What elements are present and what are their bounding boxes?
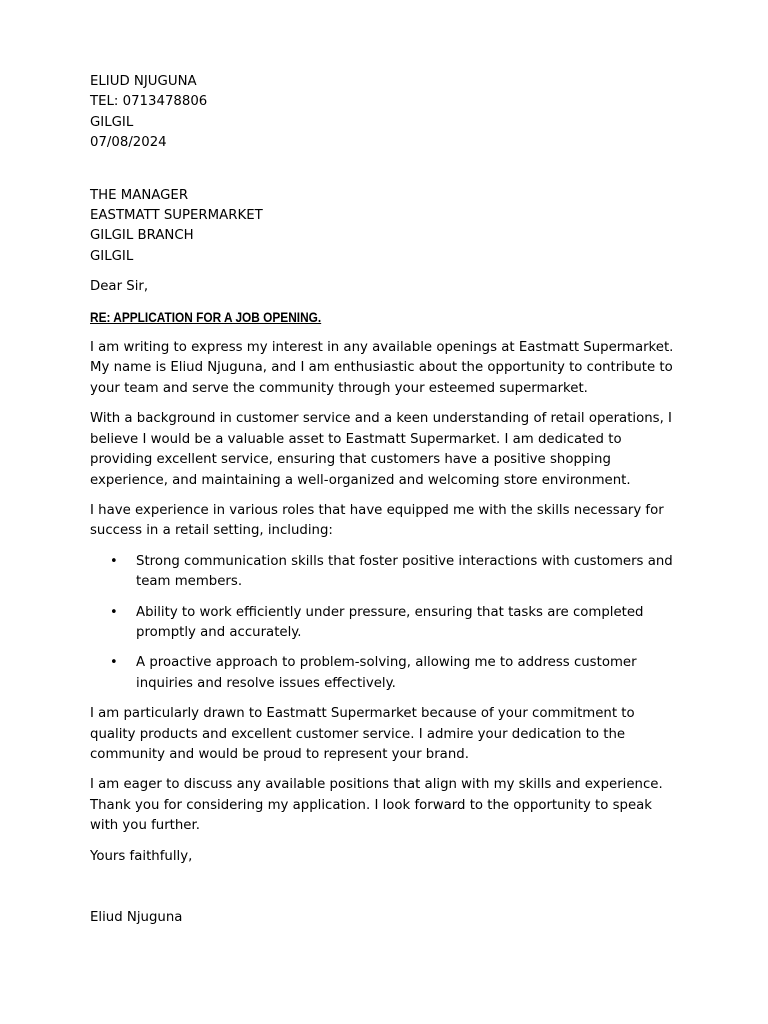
- sender-address: [90, 72, 682, 154]
- list-item: [90, 552, 682, 593]
- list-item-text: A proactive approach to problem-solving, allowing me to address customer inquiries and resolve issues effectively.: [136, 655, 637, 691]
- body-paragraph: I have experience in various roles that have equipped me with the skills necessary for success in a retail setting, including:: [90, 502, 664, 539]
- signature-name: Eliud Njuguna: [90, 910, 183, 925]
- letter-date: 07/08/2024: [90, 135, 167, 151]
- recipient-town: GILGIL: [90, 248, 134, 264]
- sender-name: ELIUD NJUGUNA: [90, 74, 197, 89]
- sender-town: GILGIL: [90, 114, 134, 130]
- skills-list: [90, 552, 682, 694]
- subject-line: RE: APPLICATION FOR A JOB OPENING.: [90, 309, 322, 325]
- body-paragraph: I am particularly drawn to Eastmatt Supermarket because of your commitment to quality products and excellent customer service. I admire your dedication to the community and would be proud to represent your brand.: [90, 706, 635, 762]
- body-paragraph: With a background in customer service and a keen understanding of retail operations, I believe I would be a valuable asset to Eastmatt Supermarket. I am dedicated to providing excellent service, ensuring that customers have a positive shopping experience, and maintaining a well-organized and welcoming store environment.: [90, 411, 672, 488]
- salutation: Dear Sir,: [90, 279, 149, 295]
- recipient-branch: GILGIL BRANCH: [90, 228, 194, 244]
- list-item: [90, 653, 682, 694]
- list-item: [90, 603, 682, 644]
- bullet-icon: •: [110, 553, 118, 569]
- recipient-title: THE MANAGER: [90, 187, 189, 203]
- sender-phone: TEL: 0713478806: [90, 94, 208, 110]
- body-paragraph: I am writing to express my interest in any available openings at Eastmatt Supermarket. My name is Eliud Njuguna, and I am enthusiastic about the opportunity to contribute to your team and serve the community through your esteemed supermarket.: [90, 340, 674, 396]
- bullet-icon: •: [110, 655, 118, 671]
- recipient-company: EASTMATT SUPERMARKET: [90, 208, 263, 224]
- recipient-address: [90, 186, 682, 268]
- letter-page: [90, 72, 682, 928]
- valediction: Yours faithfully,: [90, 848, 193, 864]
- list-item-text: Strong communication skills that foster positive interactions with customers and team members.: [136, 553, 673, 590]
- bullet-icon: •: [110, 604, 118, 620]
- body-paragraph: I am eager to discuss any available positions that align with my skills and experience. Thank you for considering my application. I look forward to the opportunity to speak with you further.: [90, 777, 663, 834]
- list-item-text: Ability to work efficiently under pressure, ensuring that tasks are completed promptly and accurately.: [136, 604, 644, 640]
